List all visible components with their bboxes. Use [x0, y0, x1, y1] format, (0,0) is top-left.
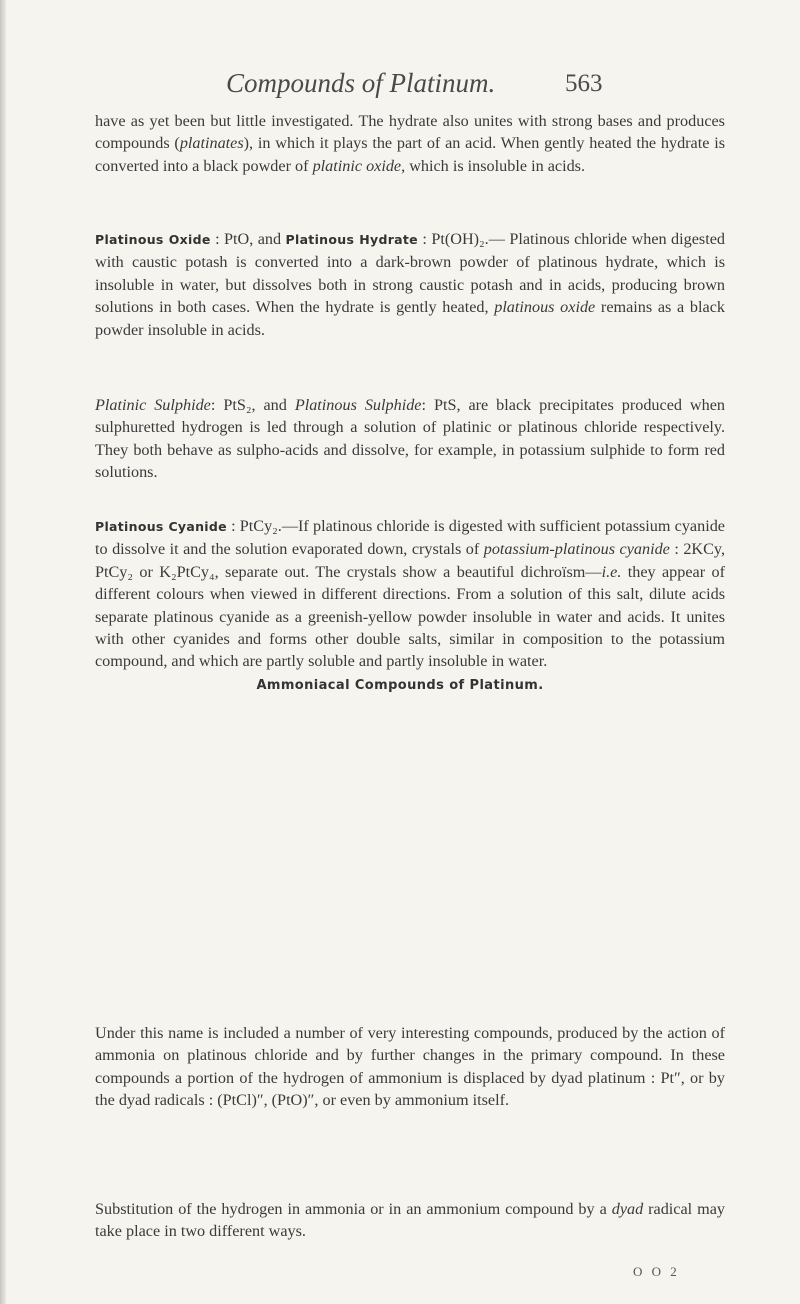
italic-term: platinous oxide [494, 298, 596, 317]
text-run: radical may take place in two different ways. [95, 1200, 726, 1241]
page-header [0, 68, 800, 108]
text-run: remains as a black powder insoluble in acids. [95, 298, 725, 339]
text-run: they appear of different colours when viewed in different directions. From a solution of this salt, dilute acids separate platinous cyanide as a greenish-yellow powder insoluble in water and acids. It unites with other cyanides and forms other double salts, similar in composition to the potassium compound, and which are partly soluble and partly insoluble in water. [95, 562, 725, 671]
paragraph-platinous-cyanide [95, 515, 725, 673]
italic-term: i.e. [601, 562, 622, 581]
italic-term: Platinous Sulphide [294, 396, 422, 414]
running-title: Compounds of Platinum. [226, 68, 496, 98]
text-run: , which is insoluble in acids. [401, 156, 586, 175]
paragraph-platinates [95, 110, 725, 177]
text-run: : 2KCy, PtCy₂ or K₂PtCy₄, separate out. The crystals show a beautiful dichroïsm— [95, 540, 725, 581]
text-run: : PtCy₂.—If platinous chloride is digested with sufficient potassium cyanide to dissolve it and the solution evaporated down, crystals of [95, 517, 725, 559]
run-in-heading: Platinous Oxide [95, 232, 211, 247]
text-run: ), in which it plays the part of an acid. When gently heated the hydrate is converted into a black powder of [95, 134, 725, 175]
italic-term: platinic oxide [312, 156, 402, 175]
paragraph-sulphides [95, 394, 725, 484]
text-run: : PtS, are black precipitates produced when sulphuretted hydrogen is led through a solution of platinic or platinous chloride respectively. They both behave as sulpho-acids and dissolve, for example, in potassium sulphide to form red solutions. [95, 396, 725, 482]
text-run: : PtS₂, and [210, 396, 295, 414]
text-run: : Pt(OH)₂.— Platinous chloride when digested with caustic potash is converted into a dark-brown powder of platinous hydrate, which is insoluble in water, but dissolves both in strong caustic potash and in acids, producing brown solutions in both cases. When the hydrate is gently heated, [95, 230, 726, 317]
text-run: Under this name is included a number of very interesting compounds, produced by the action of ammonia on platinous chloride and by further changes in the primary compound. In these compounds a portion of the hydrogen of ammonium is displaced by dyad platinum : Pt″, or by the dyad radicals : (PtCl)″, (PtO)″, or even by ammonium itself. [95, 1024, 725, 1110]
page-number: 563 [565, 70, 603, 97]
signature-mark: O O 2 [633, 1264, 680, 1279]
run-in-heading: Platinous Hydrate [285, 232, 418, 247]
text-run: Substitution of the hydrogen in ammonia or in an ammonium compound by a [95, 1200, 612, 1218]
paragraph-ammoniacal [95, 1022, 725, 1112]
italic-term: platinates [179, 134, 244, 153]
text-run: : PtO, and [210, 230, 286, 248]
italic-term: dyad [611, 1200, 644, 1218]
italic-term: potassium-platinous cyanide [483, 540, 670, 559]
paragraph-substitution [95, 1198, 725, 1243]
run-in-heading: Platinous Cyanide [95, 519, 227, 534]
section-title: Ammoniacal Compounds of Platinum. [256, 678, 544, 693]
text-run: have as yet been but little investigated. The hydrate also unites with strong bases and produces compounds ( [95, 112, 725, 153]
paragraph-platinous-oxide [95, 228, 725, 341]
italic-term: Platinic Sulphide [95, 396, 211, 414]
